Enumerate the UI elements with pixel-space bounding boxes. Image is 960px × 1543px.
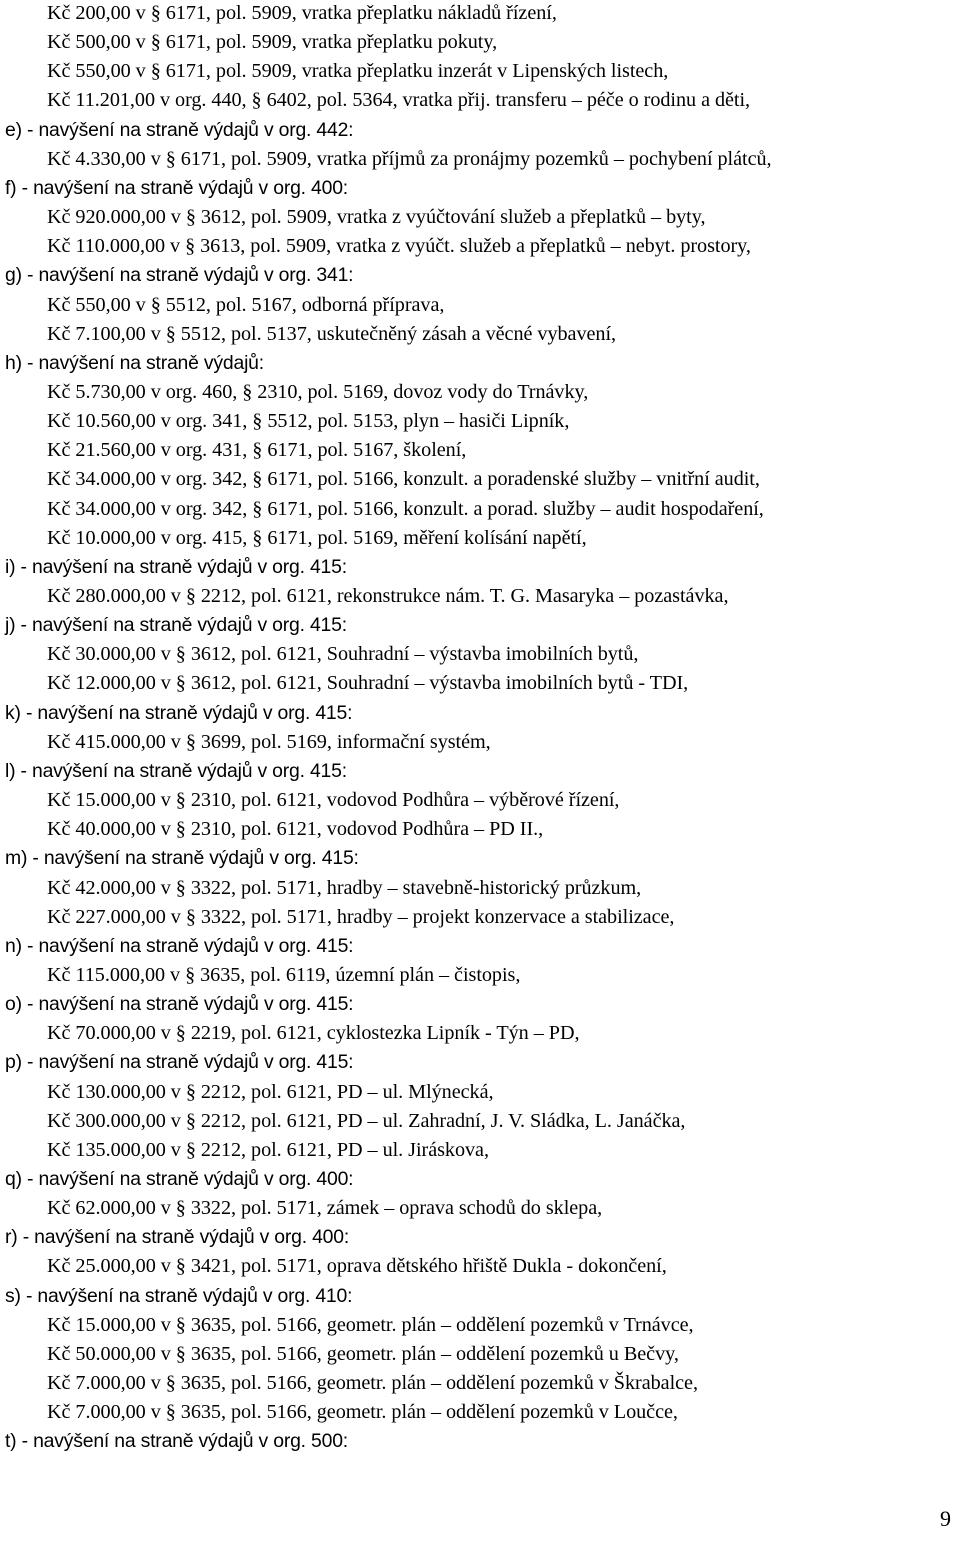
section-heading: h) - navýšení na straně výdajů: (5, 351, 264, 374)
section-heading: f) - navýšení na straně výdajů v org. 400: (5, 176, 348, 199)
budget-item-line: Kč 34.000,00 v org. 342, § 6171, pol. 5166, konzult. a porad. služby – audit hospodaření, (47, 497, 764, 520)
section-heading: j) - navýšení na straně výdajů v org. 415: (5, 614, 347, 637)
budget-item-line: Kč 135.000,00 v § 2212, pol. 6121, PD – ul. Jiráskova, (47, 1138, 489, 1161)
budget-item-line: Kč 415.000,00 v § 3699, pol. 5169, informační systém, (47, 730, 491, 753)
budget-item-line: Kč 130.000,00 v § 2212, pol. 6121, PD – ul. Mlýnecká, (47, 1080, 494, 1103)
budget-item-line: Kč 34.000,00 v org. 342, § 6171, pol. 5166, konzult. a poradenské služby – vnitřní audit, (47, 468, 760, 491)
budget-item-line: Kč 7.100,00 v § 5512, pol. 5137, uskutečněný zásah a věcné vybavení, (47, 322, 616, 345)
budget-item-line: Kč 550,00 v § 6171, pol. 5909, vratka přeplatku inzerát v Lipenských listech, (47, 60, 669, 83)
budget-item-line: Kč 70.000,00 v § 2219, pol. 6121, cyklostezka Lipník - Týn – PD, (47, 1022, 580, 1045)
section-heading: k) - navýšení na straně výdajů v org. 415: (5, 701, 353, 724)
budget-item-line: Kč 25.000,00 v § 3421, pol. 5171, oprava dětského hřiště Dukla - dokončení, (47, 1255, 667, 1278)
budget-item-line: Kč 227.000,00 v § 3322, pol. 5171, hradby – projekt konzervace a stabilizace, (47, 905, 675, 928)
budget-item-line: Kč 280.000,00 v § 2212, pol. 6121, rekonstrukce nám. T. G. Masaryka – pozastávka, (47, 585, 729, 607)
budget-item-line: Kč 500,00 v § 6171, pol. 5909, vratka přeplatku pokuty, (47, 31, 498, 54)
budget-item-line: Kč 920.000,00 v § 3612, pol. 5909, vratka z vyúčtování služeb a přeplatků – byty, (47, 206, 706, 229)
page-number: 9 (940, 1506, 951, 1531)
budget-item-line: Kč 5.730,00 v org. 460, § 2310, pol. 5169, dovoz vody do Trnávky, (47, 380, 589, 403)
section-heading: s) - navýšení na straně výdajů v org. 410: (5, 1284, 353, 1307)
section-heading: p) - navýšení na straně výdajů v org. 415: (5, 1051, 354, 1074)
budget-item-line: Kč 15.000,00 v § 2310, pol. 6121, vodovod Podhůra – výběrové řízení, (47, 789, 620, 812)
section-heading: m) - navýšení na straně výdajů v org. 415: (5, 847, 359, 870)
section-heading: l) - navýšení na straně výdajů v org. 415: (5, 759, 347, 782)
budget-item-line: Kč 10.000,00 v org. 415, § 6171, pol. 5169, měření kolísání napětí, (47, 526, 587, 549)
budget-item-line: Kč 50.000,00 v § 3635, pol. 5166, geometr. plán – oddělení pozemků u Bečvy, (47, 1342, 679, 1365)
section-heading: r) - navýšení na straně výdajů v org. 400: (5, 1226, 350, 1249)
budget-item-line: Kč 21.560,00 v org. 431, § 6171, pol. 5167, školení, (47, 439, 467, 462)
budget-item-line: Kč 110.000,00 v § 3613, pol. 5909, vratka z vyúčt. služeb a přeplatků – nebyt. prostory, (47, 235, 751, 258)
budget-item-line: Kč 300.000,00 v § 2212, pol. 6121, PD – ul. Zahradní, J. V. Sládka, L. Janáčka, (47, 1109, 686, 1132)
budget-item-line: Kč 42.000,00 v § 3322, pol. 5171, hradby – stavebně-historický průzkum, (47, 876, 642, 899)
budget-item-line: Kč 30.000,00 v § 3612, pol. 6121, Souhradní – výstavba imobilních bytů, (47, 643, 639, 666)
section-heading: g) - navýšení na straně výdajů v org. 341: (5, 264, 354, 287)
budget-item-line: Kč 10.560,00 v org. 341, § 5512, pol. 5153, plyn – hasiči Lipník, (47, 410, 570, 433)
section-heading: n) - navýšení na straně výdajů v org. 415: (5, 934, 354, 957)
budget-item-line: Kč 12.000,00 v § 3612, pol. 6121, Souhradní – výstavba imobilních bytů - TDI, (47, 672, 689, 695)
budget-item-line: Kč 7.000,00 v § 3635, pol. 5166, geometr. plán – oddělení pozemků v Loučce, (47, 1401, 678, 1424)
budget-item-line: Kč 11.201,00 v org. 440, § 6402, pol. 5364, vratka přij. transferu – péče o rodinu a děti, (47, 89, 751, 112)
section-heading: e) - navýšení na straně výdajů v org. 442: (5, 118, 354, 141)
section-heading: t) - navýšení na straně výdajů v org. 500: (5, 1430, 348, 1453)
section-heading: q) - navýšení na straně výdajů v org. 400: (5, 1168, 354, 1190)
section-heading: i) - navýšení na straně výdajů v org. 415: (5, 555, 347, 578)
budget-item-line: Kč 15.000,00 v § 3635, pol. 5166, geometr. plán – oddělení pozemků v Trnávce, (47, 1313, 694, 1336)
budget-item-line: Kč 550,00 v § 5512, pol. 5167, odborná příprava, (47, 293, 445, 316)
budget-item-line: Kč 200,00 v § 6171, pol. 5909, vratka přeplatku nákladů řízení, (47, 2, 557, 24)
section-heading: o) - navýšení na straně výdajů v org. 415: (5, 993, 354, 1016)
budget-item-line: Kč 115.000,00 v § 3635, pol. 6119, územní plán – čistopis, (47, 963, 521, 986)
budget-item-line: Kč 62.000,00 v § 3322, pol. 5171, zámek – oprava schodů do sklepa, (47, 1197, 603, 1220)
budget-item-line: Kč 7.000,00 v § 3635, pol. 5166, geometr. plán – oddělení pozemků v Škrabalce, (47, 1372, 698, 1395)
budget-item-line: Kč 40.000,00 v § 2310, pol. 6121, vodovod Podhůra – PD II., (47, 818, 544, 841)
budget-item-line: Kč 4.330,00 v § 6171, pol. 5909, vratka příjmů za pronájmy pozemků – pochybení plátců, (47, 147, 772, 170)
